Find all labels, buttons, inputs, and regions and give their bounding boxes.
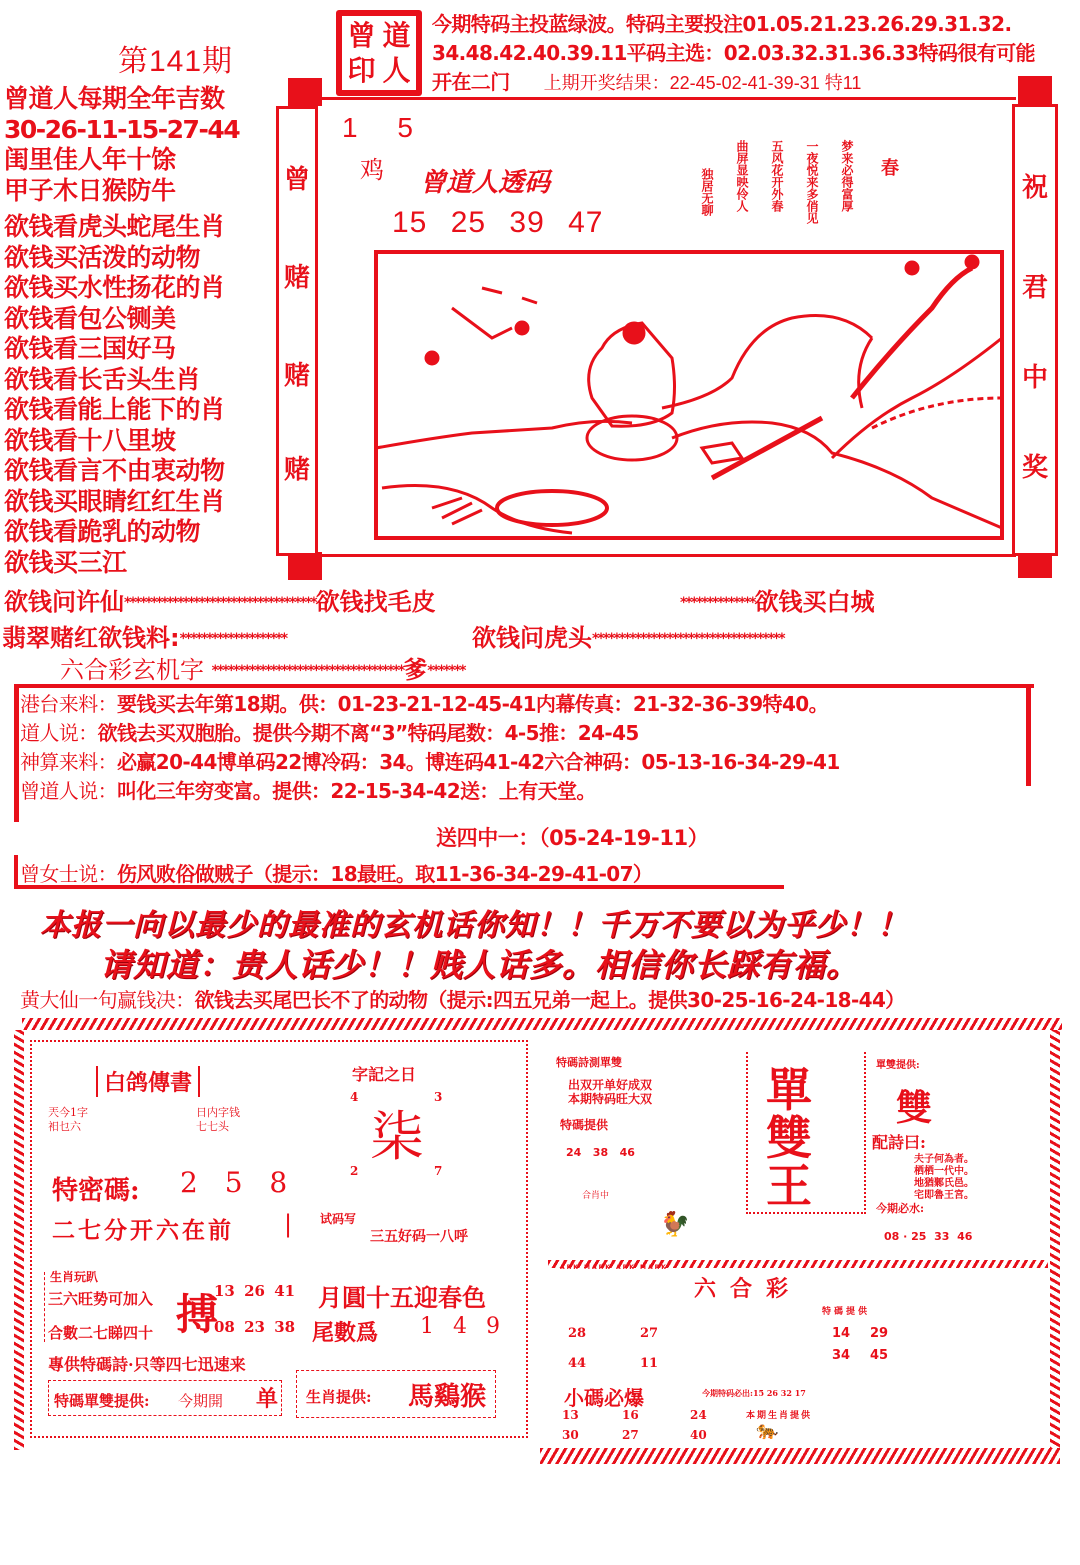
- bo-numbers: 08 23 38: [214, 1318, 296, 1336]
- must-label: 今期必水:: [876, 1202, 925, 1215]
- info-value: 要钱买去年第18期。供：01-23-21-12-45-41内幕传真：21-32-36-39特40。: [117, 692, 828, 716]
- logo-char: 道: [382, 18, 411, 52]
- left-line: 甲子木日猴防牛: [4, 175, 176, 205]
- star-value: 欲钱找毛皮: [315, 588, 436, 616]
- star-line-1b: [680, 582, 875, 617]
- left-line: 欲钱看虎头蛇尾生肖: [4, 212, 225, 241]
- madam-value: 伤风败俗做贼子（提示：18最旺。取11-36-34-29-41-07）: [117, 862, 653, 886]
- left-line: 欲钱看三国好马: [4, 334, 176, 363]
- poem-line: 出双开单好成双: [568, 1078, 653, 1092]
- scroll-top-numbers: 1 5: [342, 112, 429, 143]
- info-row: [20, 777, 840, 806]
- small-text: 兲今1字: [48, 1106, 88, 1119]
- banner-char: 曾: [283, 165, 310, 195]
- star-line-2b: [472, 618, 784, 653]
- special-supply-title: 特碼提供: [822, 1307, 871, 1317]
- scroll-numbers: 15 25 39 47: [392, 206, 604, 239]
- sub-label: 合肖中: [582, 1191, 610, 1201]
- special-supply-number: 29: [870, 1326, 889, 1341]
- grid-number: 44: [568, 1356, 587, 1371]
- stars: *******: [427, 663, 465, 679]
- small-text: 七七头: [196, 1120, 229, 1133]
- must-numbers: 08 · 25 33 46: [884, 1230, 973, 1243]
- left-line: 欲钱看跪乳的动物: [4, 517, 201, 546]
- bo-character: 搏: [176, 1290, 219, 1339]
- divider-bar: |: [284, 1210, 293, 1238]
- vertical-poem: [700, 140, 899, 224]
- send-four-numbers: 送四中一：（05-24-19-11）: [436, 826, 709, 850]
- zodiac-title: 生肖玩趴: [50, 1270, 99, 1284]
- grid-number: 16: [622, 1408, 639, 1422]
- grid-number: 27: [622, 1428, 639, 1442]
- info-box-frame-right: [1026, 686, 1031, 786]
- pigeon-title: 白鸽傳書: [96, 1066, 200, 1097]
- decorative-border: [14, 1030, 24, 1450]
- big-vertical-char: 雙: [766, 1111, 812, 1165]
- grid-number: 30: [562, 1428, 579, 1442]
- huang-daxian-tip: [20, 984, 905, 1013]
- banner-char: 赌: [283, 263, 310, 293]
- poem-line: 本期特码旺大双: [568, 1092, 653, 1106]
- bo-numbers: 13 26 41: [214, 1282, 296, 1300]
- top-announcement: [432, 10, 1072, 98]
- scroll-title: 曾道人透码: [420, 168, 551, 198]
- star-label: 翡翠赌红欲钱料:: [2, 624, 180, 652]
- left-column: [4, 84, 274, 578]
- banner-char: 赌: [283, 455, 310, 485]
- huang-value: 欲钱去买尾巴长不了的动物（提示:四五兄弟一起上。提供30-25-16-24-18-44）: [194, 988, 905, 1012]
- stars: ************************************: [592, 631, 784, 647]
- logo-char: 曾: [347, 18, 376, 52]
- poem-title: 特碼詩測單雙: [556, 1056, 622, 1069]
- left-line: 欲钱看十八里坡: [4, 425, 176, 455]
- grid-number: 11: [640, 1356, 659, 1371]
- special-supply-number: 45: [870, 1348, 889, 1363]
- odd-even-char: 雙: [896, 1087, 933, 1129]
- small-text: 衵乜六: [48, 1120, 81, 1133]
- info-row: [20, 748, 840, 777]
- special-code-label: 特密碼:: [52, 1176, 140, 1206]
- left-line: 闺里佳人年十馀: [4, 145, 176, 174]
- grid-number: 40: [690, 1428, 707, 1442]
- grid-number: 24: [690, 1408, 707, 1422]
- left-line: 欲钱买水性扬花的肖: [4, 273, 225, 302]
- big-vertical-char: 王: [766, 1159, 812, 1213]
- announcement-line: 开在二门: [432, 70, 510, 94]
- info-value: 必赢20-44博单码22博冷码：34。博连码41-42六合神码：05-13-16-34-29-41: [117, 750, 840, 774]
- zodiac-supply-label: 生肖提供:: [306, 1388, 372, 1406]
- left-line: 欲钱看能上能下的肖: [4, 395, 225, 424]
- poem-end-char: 春: [881, 158, 899, 179]
- banner-char: 赌: [283, 361, 310, 391]
- poem-column: 一夜悦来多俏见: [805, 140, 819, 224]
- star-char: 爹: [403, 656, 428, 684]
- star-line-2: [2, 618, 286, 653]
- scroll-banner-left: [276, 106, 318, 556]
- zodiac-supply-value: 馬鷄猴: [408, 1382, 487, 1412]
- odd-even-value: 单: [256, 1386, 279, 1412]
- scroll-frame-line: [318, 97, 1016, 100]
- corner-number: 2: [350, 1164, 359, 1178]
- scroll-roller-left-top: [288, 78, 322, 106]
- star-label: 六合彩玄机字: [60, 656, 204, 684]
- banner-char: 祝: [1021, 173, 1048, 203]
- info-lines: [20, 690, 840, 806]
- tiger-icon: 🐅: [756, 1420, 779, 1441]
- stars: ********************: [179, 631, 287, 647]
- info-label: 港台来料：: [20, 692, 117, 716]
- special-code-value: 2 5 8: [180, 1166, 294, 1199]
- left-line: 欲钱看长舌头生肖: [4, 364, 201, 394]
- corner-number: 3: [434, 1090, 443, 1104]
- left-line: 30-26-11-15-27-44: [4, 114, 240, 144]
- star-value: 欲钱问虎头: [472, 624, 592, 652]
- grid-number: 27: [640, 1326, 659, 1341]
- poem-column: 梦来必得富厚: [840, 140, 854, 212]
- special-poem: 專供特碼詩·只等四七迅速来: [48, 1355, 246, 1374]
- special-numbers: 24 38 46: [566, 1146, 635, 1159]
- info-label: 曾道人说：: [20, 779, 117, 803]
- scroll-roller-left-bottom: [288, 552, 322, 580]
- big-vertical-char: 單: [766, 1063, 812, 1117]
- announcement-line: 34.48.42.40.39.11平码主选：02.03.32.31.36.33特码很有可能: [432, 41, 1035, 65]
- star-line-3: [60, 650, 464, 685]
- small-text: 日内字钱: [196, 1106, 240, 1119]
- verse-line: 合數二七睇四十: [48, 1324, 154, 1342]
- stars: **************: [680, 595, 755, 611]
- logo-stamp: [336, 10, 422, 96]
- info-label: 神算来料：: [20, 750, 117, 774]
- left-line: 欲钱买三江: [4, 547, 127, 577]
- pattern-text: ARK MARK ARK MARK: [560, 1264, 668, 1271]
- decorative-border: [540, 1448, 1060, 1464]
- verse-line: 二七分开六在前: [52, 1217, 234, 1244]
- grid-number: 13: [562, 1408, 579, 1422]
- madam-label: 曾女士说：: [20, 862, 117, 886]
- corner-number: 7: [434, 1164, 443, 1178]
- left-line: 曾道人每期全年吉数: [4, 84, 225, 113]
- left-line: 欲钱看包公铡美: [4, 303, 176, 333]
- info-row: [20, 719, 840, 748]
- tail-label: 尾數爲: [312, 1320, 379, 1346]
- day-title: 字記之日: [352, 1065, 417, 1084]
- star-value: 欲钱买白城: [754, 588, 875, 616]
- poem-column: 五风花开外春: [770, 140, 784, 212]
- info-value: 欲钱去买双胞胎。提供今期不离“3”特码尾数：4-5推：24-45: [97, 721, 639, 745]
- left-line: 欲钱看言不由衷动物: [4, 456, 225, 485]
- slogan-line-2: 请知道：贵人话少！！贱人话多。相信你长踩有福。: [100, 946, 860, 984]
- madam-tip: [20, 858, 652, 887]
- match-line: 栖栖一代中。: [914, 1166, 974, 1177]
- info-value: 叫化三年穷变富。提供：22-15-34-42送：上有天堂。: [117, 779, 596, 803]
- rooster-icon: 🐓: [660, 1210, 690, 1238]
- month-zodiac-title: 本期生肖提供: [746, 1411, 813, 1421]
- special-supply-number: 34: [832, 1348, 851, 1363]
- note-small: 试码写: [320, 1212, 357, 1226]
- star-line-1: [4, 582, 436, 617]
- banner-char: 君: [1021, 273, 1048, 303]
- slogan-line-1: 本报一向以最少的最准的玄机话你知！！千万不要以为乎少！！: [40, 908, 908, 943]
- left-line: 欲钱买眼睛红红生肖: [4, 486, 225, 516]
- poem-column: 独居无聊: [700, 168, 714, 216]
- corner-number: 4: [350, 1090, 359, 1104]
- logo-char: 印: [347, 53, 376, 87]
- match-line: 地猶鄹氏邑。: [914, 1178, 974, 1189]
- scroll-roller-right-top: [1018, 76, 1052, 104]
- good-code: 三五好码一八呼: [370, 1229, 468, 1245]
- banner-char: 奖: [1021, 453, 1048, 483]
- star-label: 欲钱问许仙: [4, 588, 124, 616]
- poem-column: 曲屏显映伶人: [735, 140, 749, 212]
- scroll-frame-line: [318, 554, 1016, 557]
- moon-verse: 月圓十五迎春色: [318, 1284, 486, 1312]
- stars: ************************************: [124, 595, 316, 611]
- scroll-banner-right: [1012, 104, 1058, 556]
- decorative-border: [1050, 1030, 1060, 1450]
- huang-label: 黄大仙一句赢钱决：: [20, 988, 195, 1012]
- info-label: 道人说：: [20, 721, 98, 745]
- liuhe-title: 六合彩: [694, 1276, 803, 1302]
- special-supply-number: 14: [832, 1326, 851, 1341]
- stars: ************************************: [211, 663, 404, 679]
- match-line: 宅即魯王宮。: [914, 1190, 974, 1201]
- verse-line: 三六旺势可加入: [48, 1290, 154, 1308]
- grid-number: 28: [568, 1326, 587, 1341]
- odd-even-label: 特碼單雙提供:: [54, 1392, 150, 1410]
- logo-char: 人: [382, 53, 411, 87]
- left-line: 欲钱买活泼的动物: [4, 242, 201, 272]
- sage-illustration: [372, 248, 1006, 548]
- issue-number: 第141期: [118, 45, 234, 78]
- info-row: [20, 690, 840, 719]
- announcement-line: 今期特码主投蓝绿波。特码主要投注01.05.21.23.26.29.31.32.: [432, 12, 1012, 36]
- match-title: 配詩曰:: [872, 1133, 926, 1152]
- match-line: 夫子何為者。: [914, 1154, 974, 1165]
- odd-even-mid: 今期開: [178, 1392, 224, 1410]
- odd-even-title: 單雙提供:: [876, 1060, 920, 1071]
- special-title: 特碼提供: [560, 1118, 609, 1132]
- previous-result: 上期开奖结果：22-45-02-41-39-31 特11: [543, 73, 862, 93]
- banner-char: 中: [1021, 363, 1048, 393]
- scroll-zodiac: 鸡: [360, 156, 384, 184]
- big-character: 柒: [370, 1105, 424, 1168]
- decorative-border: [22, 1018, 1062, 1030]
- small-line: 今期特码必出:15 26 32 17: [702, 1388, 806, 1398]
- small-must: 小碼必爆: [564, 1386, 644, 1410]
- tail-value: 1 4 9: [420, 1314, 504, 1339]
